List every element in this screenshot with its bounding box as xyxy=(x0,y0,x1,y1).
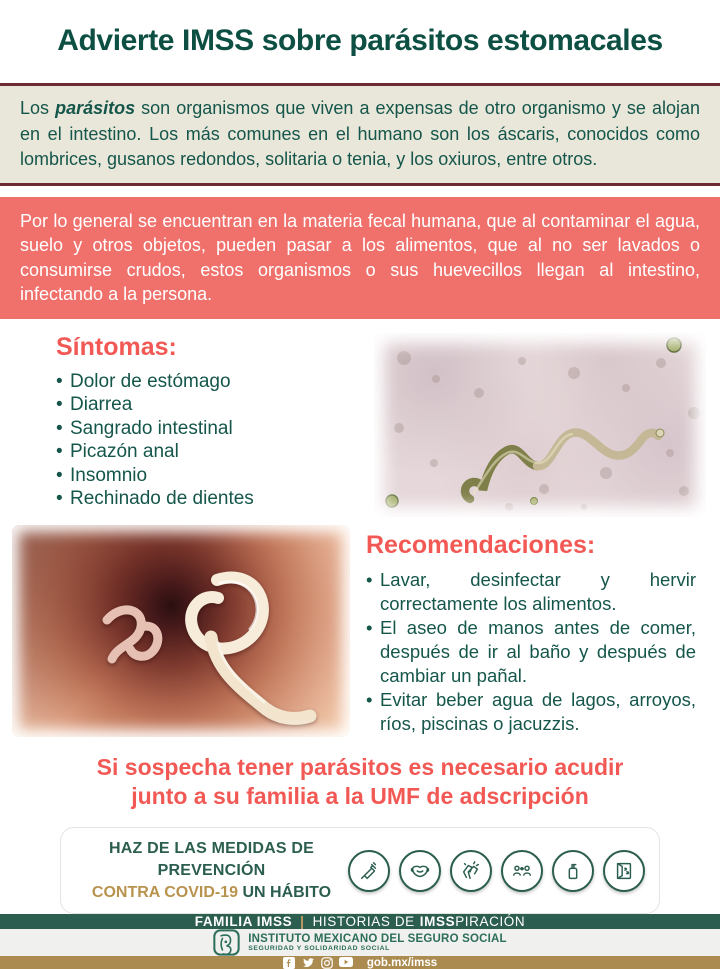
list-item: • Lavar, desinfectar y hervir correctamente los alimentos. xyxy=(366,568,696,616)
intro-prefix: Los xyxy=(20,98,56,118)
covid-prevention-banner xyxy=(60,827,660,914)
intro-text: son organismos que viven a expensas de otro organismo y se alojan en el intestino. Los más comunes en el humano son los áscaris, conocidos como lombrices, gusanos redondos, solitaria o tenia, y los oxiuros, entre otros. xyxy=(20,98,700,170)
alert-message xyxy=(0,753,720,812)
family-imss-bar xyxy=(0,914,720,929)
intestine-image xyxy=(12,525,350,737)
alert-line1: Si sospecha tener parásitos es necesario acudir xyxy=(96,753,624,780)
institution-text xyxy=(248,933,507,953)
instagram-icon[interactable] xyxy=(321,956,334,969)
list-item: • Sangrado intestinal xyxy=(56,417,352,441)
mask-icon xyxy=(399,850,441,892)
intro-highlight: parásitos xyxy=(55,98,136,118)
intro-box xyxy=(0,83,720,186)
alert-line2: junto a su familia a la UMF de adscripción xyxy=(131,782,589,809)
cell-specks xyxy=(386,338,681,507)
list-item: • El aseo de manos antes de comer, después de ir al baño y después de cambiar un pañal. xyxy=(366,616,696,688)
transmission-box: Por lo general se encuentran en la materia fecal humana, que al contaminar el agua, suelo y otros objetos, pueden pasar a los alimentos, que al no ser lavados o consumirse crudos, estos organismos o sus huevecillos llegan al intestino, infectando a la persona. xyxy=(0,197,720,319)
list-item: • Rechinado de dientes xyxy=(56,487,352,511)
recommendations-heading: Recomendaciones: xyxy=(366,530,596,559)
family-imss-label: FAMILIA IMSS xyxy=(194,914,293,930)
list-item: • Dolor de estómago xyxy=(56,370,352,394)
microscope-worm-image xyxy=(374,333,706,517)
institution-band xyxy=(0,929,720,956)
handwash-icon xyxy=(450,850,492,892)
covid-banner-text xyxy=(75,838,348,903)
page-title: Advierte IMSS sobre parásitos estomacales xyxy=(57,24,663,57)
recommendations-section xyxy=(350,525,720,737)
list-item: • Diarrea xyxy=(56,393,352,417)
historias-label: HISTORIAS DE xyxy=(312,914,415,930)
sanitizer-icon xyxy=(552,850,594,892)
covid-banner-gold-text: CONTRA COVID-19 xyxy=(91,883,239,901)
worm-illustration xyxy=(374,333,706,517)
footer-bar xyxy=(0,956,720,969)
symptoms-heading: Síntomas: xyxy=(56,332,177,361)
covid-banner-line1: HAZ DE LAS MEDIDAS DE PREVENCIÓN xyxy=(108,840,315,879)
imsspiracion-bold: IMSS xyxy=(419,914,456,930)
institution-name: INSTITUTO MEXICANO DEL SEGURO SOCIAL xyxy=(248,932,507,945)
list-item: • Evitar beber agua de lagos, arroyos, ríos, piscinas o jacuzzis. xyxy=(366,688,696,736)
facebook-icon[interactable] xyxy=(283,956,296,969)
symptoms-list xyxy=(56,370,352,511)
symptoms-section xyxy=(0,325,352,517)
covid-banner-green-text: UN HÁBITO xyxy=(242,883,332,901)
syringe-icon xyxy=(348,850,390,892)
footer-url-link[interactable]: gob.mx/imss xyxy=(366,956,438,969)
imss-logo-icon xyxy=(213,929,240,956)
intestinal-worms-illustration xyxy=(12,525,350,737)
covid-icons-group xyxy=(348,850,645,892)
recommendations-row xyxy=(0,525,720,737)
list-item: • Insomnio xyxy=(56,464,352,488)
social-distance-icon xyxy=(501,850,543,892)
covid-banner-line2 xyxy=(75,882,348,904)
institution-tagline: SEGURIDAD Y SOLIDARIDAD SOCIAL xyxy=(248,945,390,953)
bar-separator: | xyxy=(300,914,305,930)
ventilation-icon xyxy=(603,850,645,892)
imsspiracion-rest: PIRACIÓN xyxy=(455,914,526,930)
list-item: • Picazón anal xyxy=(56,440,352,464)
twitter-icon[interactable] xyxy=(302,956,315,969)
recommendations-list xyxy=(366,568,696,736)
symptoms-row xyxy=(0,325,720,517)
youtube-icon[interactable] xyxy=(340,956,353,969)
